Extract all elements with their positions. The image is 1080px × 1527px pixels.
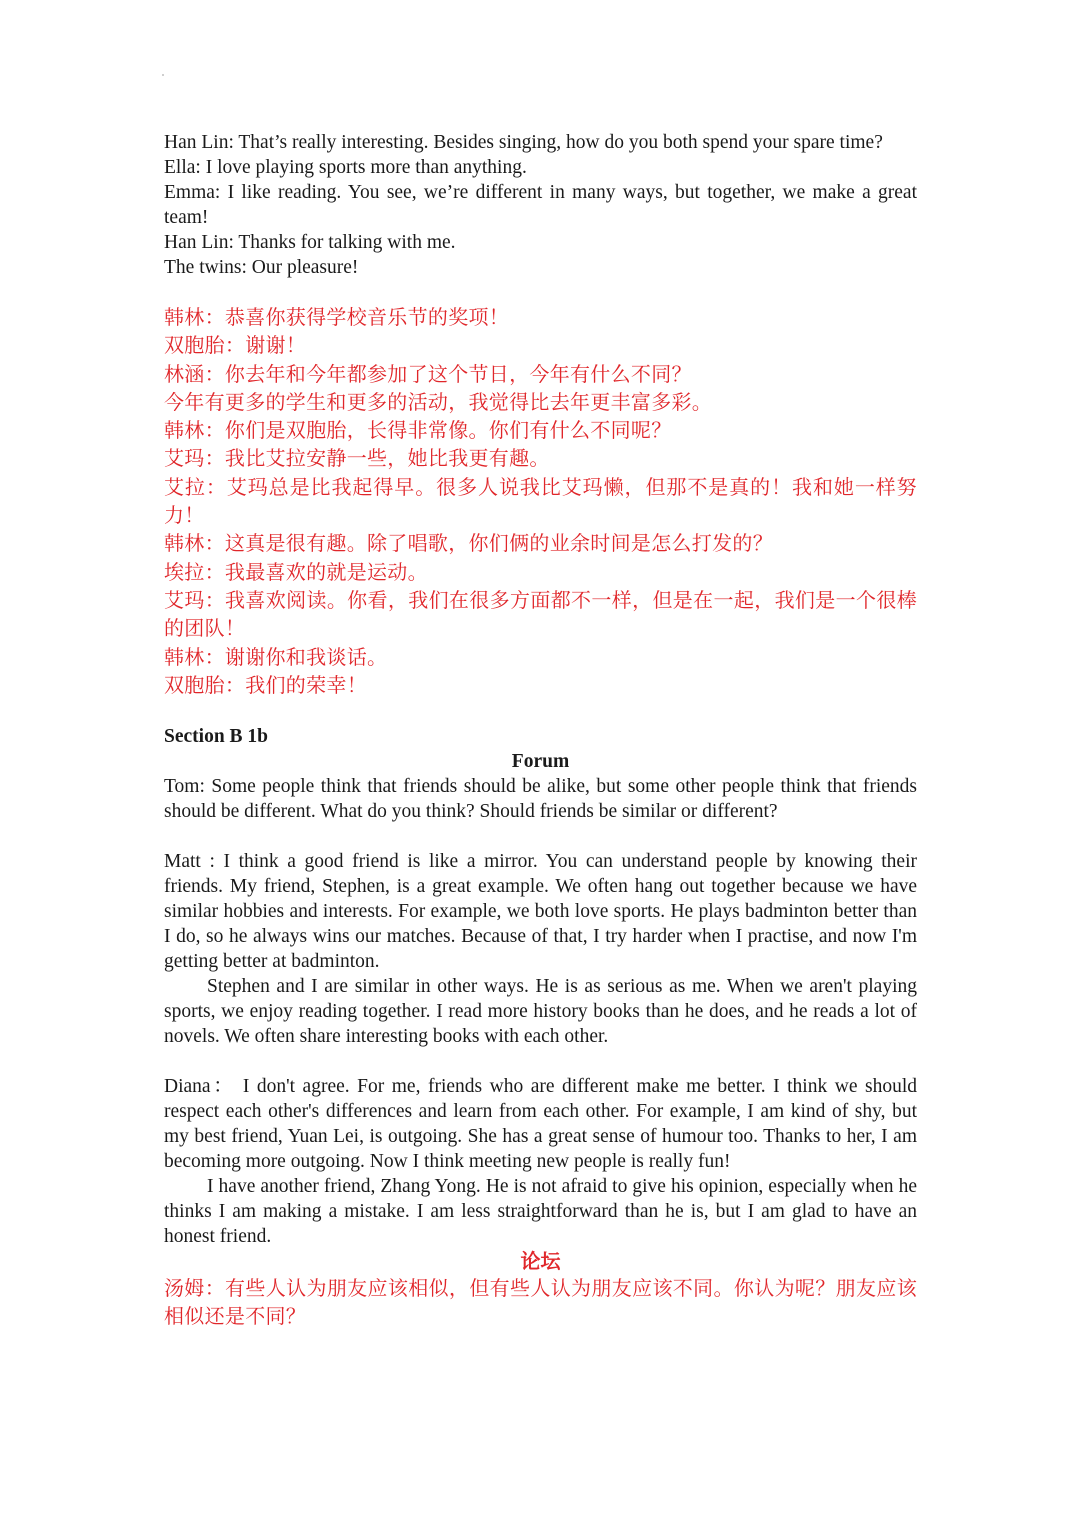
dialogue-line-zh: 双胞胎：谢谢！ (164, 335, 307, 358)
dialogue-line-zh: 埃拉：我最喜欢的就是运动。 (164, 561, 428, 584)
tom-paragraph: Tom: Some people think that friends should be alike, but some other people think that friends should be different. What do you think? Should friends be similar or different? (164, 776, 917, 823)
scan-speck (162, 74, 164, 76)
tom-paragraph-zh: 汤姆：有些人认为朋友应该相似，但有些人认为朋友应该不同。你认为呢？朋友应该相似还是不同？ (164, 1278, 917, 1329)
dialogue-line-en: Emma: I like reading. You see, we’re different in many ways, but together, we make a great team! (164, 182, 917, 228)
dialogue-line-zh: 韩林：你们是双胞胎，长得非常像。你们有什么不同呢？ (164, 420, 672, 443)
dialogue-line-en: Han Lin: Thanks for talking with me. (164, 232, 456, 253)
diana-paragraph-2: I have another friend, Zhang Yong. He is not afraid to give his opinion, especially when he thinks I am making a mistake. I am less straightforward than he is, but I am glad to have an honest friend. (164, 1176, 917, 1248)
matt-paragraph-2: Stephen and I are similar in other ways. He is as serious as me. When we aren't playing sports, we enjoy reading together. I read more history books than he does, and he reads a lot of novels. We often share interesting books with each other. (164, 976, 917, 1048)
diana-paragraph: Diana： I don't agree. For me, friends who are different make me better. I think we should respect each other's differences and learn from each other. For example, I am kind of shy, but my best friend, Yuan Lei, is outgoing. She has a great sense of humour too. Thanks to her, I am becoming more outgoing. Now I think meeting new people is really fun! (164, 1076, 917, 1173)
matt-paragraph: Matt : I think a good friend is like a mirror. You can understand people by knowing their friends. My friend, Stephen, is a great example. We often hang out together because we have similar hobbies and interests. For example, we both love sports. He plays badminton better than I do, so he always wins our matches. Because of that, I try harder when I practise, and now I'm getting better at badminton. (164, 851, 917, 973)
forum-title: Forum (511, 751, 570, 773)
dialogue-line-zh: 韩林：谢谢你和我谈话。 (164, 646, 388, 669)
dialogue-line-en: Ella: I love playing sports more than anything. (164, 157, 527, 178)
dialogue-line-zh: 艾玛：我比艾拉安静一些，她比我更有趣。 (164, 448, 550, 471)
dialogue-line-zh: 林涵：你去年和今年都参加了这个节日，今年有什么不同？ (164, 363, 692, 386)
dialogue-line-zh: 韩林：恭喜你获得学校音乐节的奖项！ (164, 307, 510, 329)
dialogue-line-zh: 双胞胎：我们的荣幸！ (164, 674, 367, 697)
dialogue-line-en: The twins: Our pleasure! (164, 257, 359, 278)
section-heading: Section B 1b (164, 726, 269, 748)
dialogue-line-zh: 艾玛：我喜欢阅读。你看，我们在很多方面都不一样，但是在一起，我们是一个很棒的团队！ (164, 589, 917, 641)
dialogue-line-en: Han Lin: That’s really interesting. Besides singing, how do you both spend your spare time? (164, 132, 883, 153)
forum-title-zh: 论坛 (520, 1251, 561, 1274)
dialogue-line-zh: 今年有更多的学生和更多的活动，我觉得比去年更丰富多彩。 (164, 391, 713, 414)
dialogue-line-zh: 艾拉：艾玛总是比我起得早。很多人说我比艾玛懒，但那不是真的！我和她一样努力！ (164, 476, 917, 528)
dialogue-line-zh: 韩林：这真是很有趣。除了唱歌，你们俩的业余时间是怎么打发的？ (164, 533, 773, 556)
document-page (164, 130, 917, 1332)
